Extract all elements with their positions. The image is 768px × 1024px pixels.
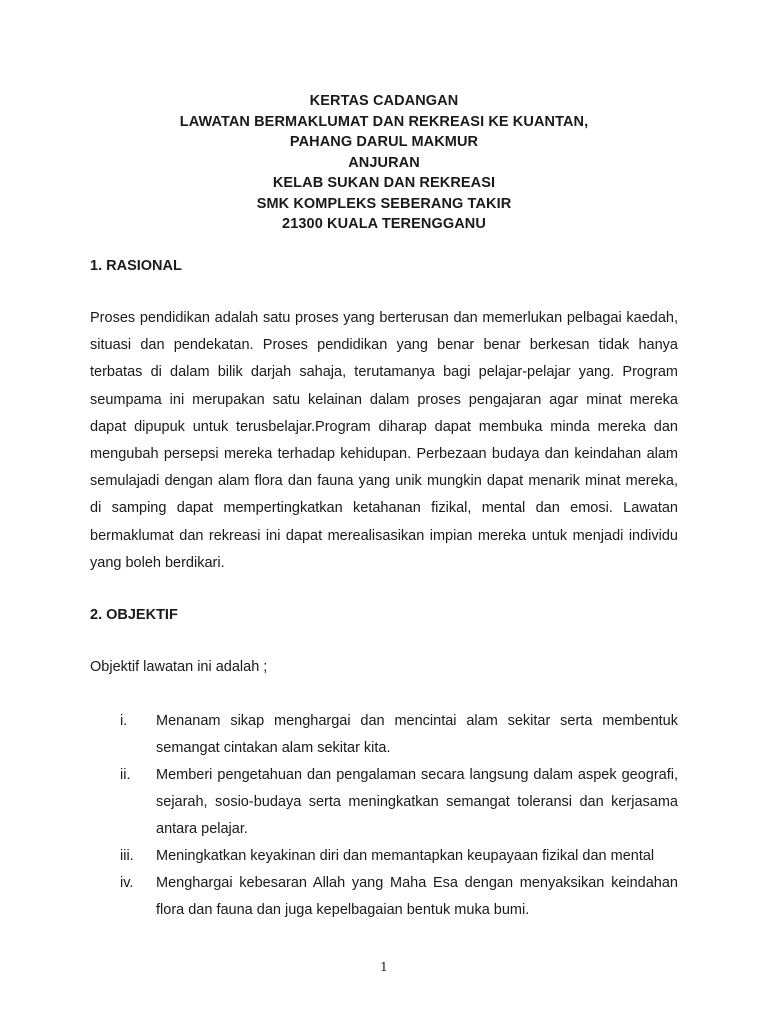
list-item (90, 843, 678, 870)
title-line: PAHANG DARUL MAKMUR (289, 134, 479, 150)
page-number: 1 (380, 960, 388, 974)
list-item (90, 870, 678, 924)
list-item-number: iv. (120, 875, 134, 891)
title-line: 21300 KUALA TERENGGANU (282, 216, 486, 232)
list-item-number: ii. (120, 767, 131, 783)
section-heading-rasional: 1. RASIONAL (90, 258, 182, 274)
rasional-paragraph: Proses pendidikan adalah satu proses yang berterusan dan memerlukan pelbagai kaedah, situasi dan pendekatan. Proses pendidikan yang benar benar berkesan tidak hanya terbatas di dalam bilik darjah sahaja, terutamanya bagi pelajar-pelajar yang. Program seumpama ini merupakan satu kelainan dalam proses pengajaran agar minat mereka dapat dipupuk untuk terusbelajar.Program diharap dapat membuka minda mereka dan mengubah persepsi mereka terhadap kehidupan. Perbezaan budaya dan keindahan alam semulajadi dengan alam flora dan fauna yang unik mungkin dapat menarik minat mereka, di samping dapat mempertingkatkan ketahanan fizikal, mental dan emosi. Lawatan bermaklumat dan rekreasi ini dapat merealisasikan impian mereka untuk menjadi individu yang boleh berdikari. (90, 310, 678, 571)
section-heading-objektif: 2. OBJEKTIF (90, 607, 178, 623)
title-line: KERTAS CADANGAN (309, 93, 459, 109)
list-item-number: iii. (120, 848, 134, 864)
list-item (90, 708, 678, 762)
title-line: ANJURAN (348, 154, 420, 171)
title-line: KELAB SUKAN DAN REKREASI (272, 175, 496, 191)
list-item-text: Menanam sikap menghargai dan mencintai alam sekitar serta membentuk semangat cintakan alam sekitar kita. (156, 713, 678, 756)
list-item (90, 762, 678, 843)
title-line: SMK KOMPLEKS SEBERANG TAKIR (256, 195, 512, 212)
list-item-text: Menghargai kebesaran Allah yang Maha Esa dengan menyaksikan keindahan flora dan fauna dan juga kepelbagaian bentuk muka bumi. (156, 875, 678, 918)
list-item-text: Meningkatkan keyakinan diri dan memantapkan keupayaan fizikal dan mental (156, 848, 655, 864)
document-title (90, 91, 678, 235)
objektif-intro: Objektif lawatan ini adalah ; (90, 659, 268, 675)
objective-list (90, 708, 678, 924)
list-item-number: i. (120, 713, 128, 729)
title-line: LAWATAN BERMAKLUMAT DAN REKREASI KE KUANTAN, (179, 113, 589, 130)
list-item-text: Memberi pengetahuan dan pengalaman secara langsung dalam aspek geografi, sejarah, sosio-budaya serta meningkatkan semangat toleransi dan kerjasama antara pelajar. (156, 767, 678, 837)
